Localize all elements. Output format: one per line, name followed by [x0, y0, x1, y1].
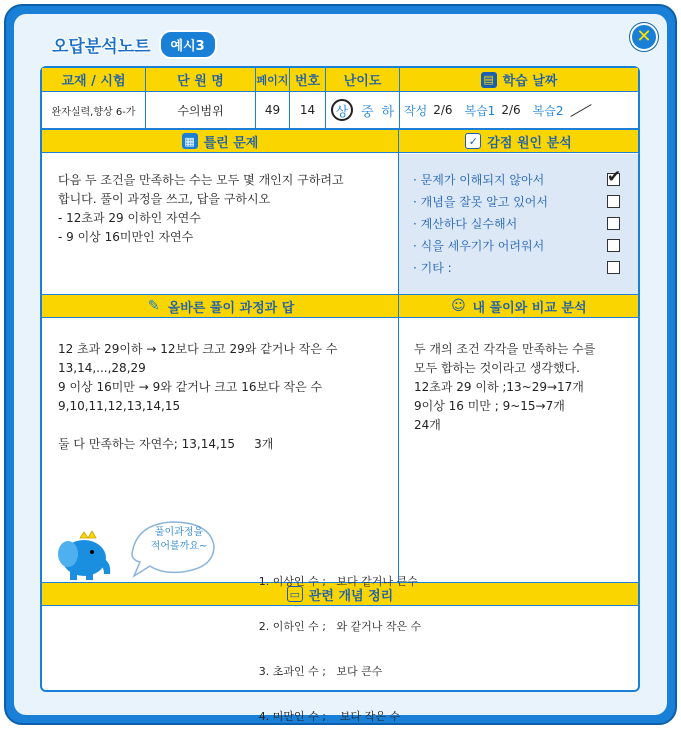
cause-item[interactable]: · 계산하다 실수해서: [413, 212, 620, 234]
app-title: 오답분석노트: [52, 36, 151, 57]
close-icon: ✕: [636, 26, 652, 47]
number-value: 14: [290, 92, 326, 128]
review1-date-label: 복습1: [464, 103, 496, 118]
cause-item[interactable]: · 문제가 이해되지 않아서 ✔: [413, 168, 620, 190]
close-button[interactable]: [630, 23, 658, 51]
header-date: [400, 68, 638, 91]
concept-line: 1. 이상인 수 ; 보다 같거나 큰수: [258, 574, 418, 588]
header-number: 번호: [290, 68, 326, 91]
difficulty-selector[interactable]: [326, 92, 400, 128]
chalkboard-icon: ▭: [287, 586, 303, 602]
info-row: [42, 92, 638, 129]
checkbox[interactable]: [607, 217, 620, 230]
cause-list: [399, 154, 638, 278]
compare-text: 두 개의 조건 각각을 만족하는 수를 모두 합하는 것이라고 생각했다. 12초과 29 이하 ;13~29→17개 9이상 16 미만 ; 9~15→7개 24개: [414, 342, 596, 432]
book-value: 완자실력,향상 6-가: [42, 92, 146, 128]
pencil-icon: ✎: [147, 298, 160, 314]
concept-line: 2. 이하인 수 ; 와 같거나 작은 수: [258, 619, 422, 633]
speech-bubble-text: 풀이과정을 적어볼까요~: [150, 527, 208, 552]
checkbox-checked[interactable]: [607, 173, 620, 186]
solution-title: 올바른 풀이 과정과 답: [167, 300, 295, 316]
cause-analysis-header: [399, 129, 638, 153]
review1-date-value[interactable]: 2/6: [501, 103, 521, 117]
concept-title: 관련 개념 정리: [308, 588, 394, 604]
review2-date-empty[interactable]: [569, 103, 591, 117]
calculator-icon: ▦: [182, 133, 198, 149]
calendar-icon: ▤: [481, 72, 497, 88]
compare-title: 내 풀이와 비교 분석: [472, 300, 587, 316]
cause-analysis-title: 감점 원인 분석: [487, 135, 572, 151]
cause-analysis-panel: [399, 154, 638, 294]
date-fields: [400, 92, 638, 128]
concept-lines: [259, 544, 422, 754]
header-book: 교재 / 시험: [42, 68, 146, 91]
difficulty-high-option[interactable]: 상: [331, 99, 353, 121]
header-difficulty: 난이도: [326, 68, 400, 91]
difficulty-mid-option[interactable]: 중: [360, 104, 374, 120]
cause-item[interactable]: · 식을 세우기가 어려워서: [413, 234, 620, 256]
cause-item[interactable]: · 개념을 잘못 알고 있어서: [413, 190, 620, 212]
wrong-problem-text: 다음 두 조건을 만족하는 수는 모두 몇 개인지 구하려고 합니다. 풀이 과정을 쓰고, 답을 구하시오 - 12초과 29 이하인 자연수 - 9 이상 16미만인 자연수: [58, 173, 344, 244]
difficulty-low-option[interactable]: 하: [381, 104, 395, 120]
example-badge: 예시3: [159, 30, 217, 59]
compare-header: [399, 294, 638, 318]
wrong-problem-header: [42, 129, 398, 153]
header-page: 페이지: [256, 68, 290, 91]
solution-text: 12 초과 29이하 → 12보다 크고 29와 같거나 작은 수 13,14,...,28,29 9 이상 16미만 → 9와 같거나 크고 16보다 작은 수 9,10,11,12,13,14,15 둘 다 만족하는 자연수; 13,14,15 3개: [58, 342, 338, 451]
concept-line: 3. 초과인 수 ; 보다 큰수: [258, 664, 383, 678]
student-icon: ☺: [451, 298, 466, 314]
checkbox[interactable]: [607, 195, 620, 208]
cause-item[interactable]: · 기타 :: [413, 256, 620, 278]
header-row: [42, 68, 638, 92]
checkbox[interactable]: [607, 261, 620, 274]
checkbox[interactable]: [607, 239, 620, 252]
write-date-label: 작성: [404, 103, 428, 118]
note-sheet: [40, 66, 640, 723]
checklist-icon: ✓: [465, 133, 481, 149]
header-date-label: 학습 날짜: [502, 74, 558, 89]
concept-line: 4. 미만인 수 ; 보다 작은 수: [258, 709, 401, 723]
solution-header: [42, 294, 398, 318]
write-date-value[interactable]: 2/6: [433, 103, 453, 117]
title-bar: [52, 30, 217, 58]
header-unit: 단 원 명: [146, 68, 256, 91]
page-value: 49: [256, 92, 290, 128]
wrong-problem-title: 틀린 문제: [203, 135, 259, 151]
review2-date-label: 복습2: [532, 103, 564, 118]
unit-value: 수의범위: [146, 92, 256, 128]
